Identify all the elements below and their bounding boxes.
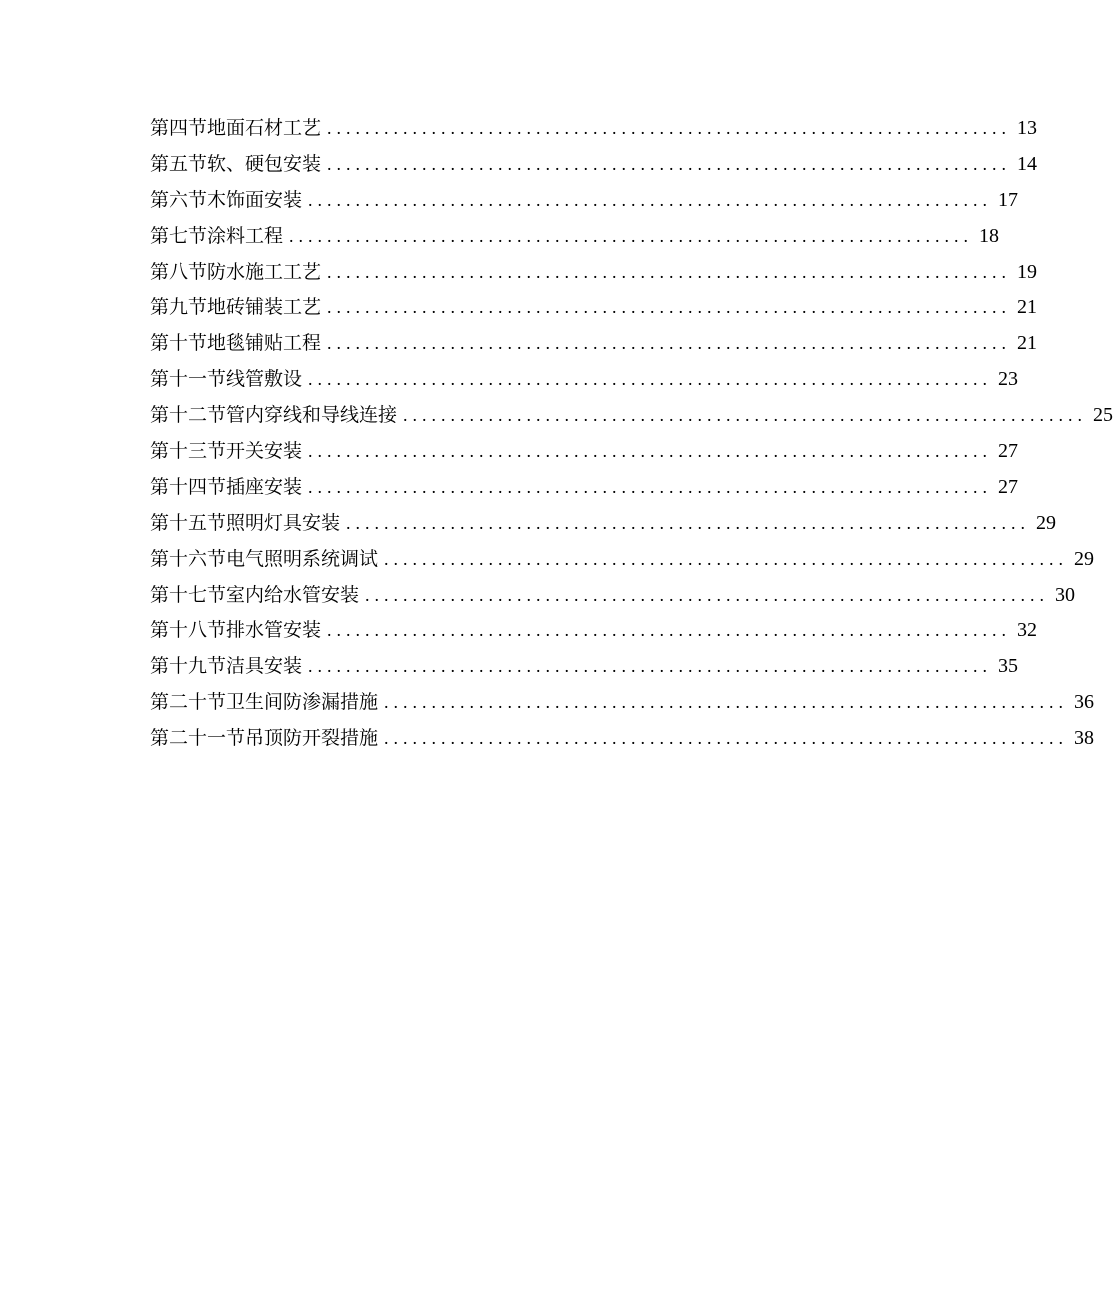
- toc-entry-title: 第十六节电气照明系统调试: [150, 547, 379, 570]
- toc-entry[interactable]: [150, 685, 1095, 721]
- toc-entry[interactable]: [150, 183, 1019, 219]
- toc-entry[interactable]: [150, 721, 1095, 757]
- toc-leader-dots: ........................................................................: [327, 297, 1012, 318]
- toc-entry-title: 第六节木饰面安装: [150, 188, 303, 211]
- toc-entry-page: 35: [998, 655, 1019, 678]
- toc-entry-page: 21: [1017, 332, 1038, 355]
- toc-entry-title: 第七节涂料工程: [150, 224, 284, 247]
- toc-leader-dots: ........................................................................: [327, 333, 1012, 354]
- toc-entry-title: 第十五节照明灯具安装: [150, 511, 341, 534]
- toc-leader-dots: ........................................................................: [308, 476, 993, 497]
- toc-entry-page: 38: [1074, 727, 1095, 750]
- toc-entry-title: 第十二节管内穿线和导线连接: [150, 404, 398, 427]
- toc-entry[interactable]: [150, 290, 1038, 326]
- toc-entry-page: 13: [1017, 117, 1038, 139]
- toc-entry-title: 第十九节洁具安装: [150, 655, 303, 678]
- toc-entry-page: 17: [998, 188, 1019, 211]
- toc-entry-page: 30: [1055, 583, 1076, 606]
- toc-entry-title: 第五节软、硬包安装: [150, 152, 322, 175]
- toc-entry-title: 第八节防水施工工艺: [150, 260, 322, 283]
- toc-entry[interactable]: [150, 542, 1095, 578]
- toc-entry-page: 29: [1036, 511, 1057, 534]
- toc-entry-page: 32: [1017, 619, 1038, 642]
- toc-leader-dots: ........................................................................: [403, 405, 1088, 426]
- toc-entry-page: 29: [1074, 547, 1095, 570]
- toc-entry-page: 27: [998, 475, 1019, 498]
- toc-entry[interactable]: [150, 578, 1076, 614]
- toc-entry-title: 第十一节线管敷设: [150, 368, 303, 391]
- toc-entry[interactable]: [150, 147, 1038, 183]
- toc-leader-dots: ........................................................................: [384, 548, 1069, 569]
- toc-entry-title: 第十节地毯铺贴工程: [150, 332, 322, 355]
- toc-entry-page: 18: [979, 224, 1000, 247]
- toc-leader-dots: ........................................................................: [308, 656, 993, 677]
- toc-leader-dots: ........................................................................: [308, 189, 993, 210]
- toc-leader-dots: ........................................................................: [327, 118, 1012, 138]
- toc-entry-title: 第十八节排水管安装: [150, 619, 322, 642]
- toc-entry-title: 第二十节卫生间防渗漏措施: [150, 691, 379, 714]
- toc-entry[interactable]: [150, 255, 1038, 291]
- toc-entry-page: 27: [998, 440, 1019, 463]
- toc-entry-title: 第四节地面石材工艺: [150, 117, 322, 139]
- toc-entry-title: 第十七节室内给水管安装: [150, 583, 360, 606]
- toc-entry[interactable]: [150, 398, 1113, 434]
- toc-leader-dots: ........................................................................: [308, 369, 993, 390]
- toc-entry-page: 36: [1074, 691, 1095, 714]
- toc-entry[interactable]: [150, 649, 1019, 685]
- toc-leader-dots: ........................................................................: [346, 512, 1031, 533]
- toc-leader-dots: ........................................................................: [327, 620, 1012, 641]
- toc-entry[interactable]: [150, 219, 1000, 255]
- toc-leader-dots: ........................................................................: [308, 441, 993, 462]
- toc-entry-page: 14: [1017, 152, 1038, 175]
- toc-entry-title: 第十四节插座安装: [150, 475, 303, 498]
- toc-entry-title: 第九节地砖铺装工艺: [150, 296, 322, 319]
- toc-entry-title: 第十三节开关安装: [150, 440, 303, 463]
- toc-leader-dots: ........................................................................: [289, 225, 974, 246]
- toc-leader-dots: ........................................................................: [384, 728, 1069, 749]
- toc-entry[interactable]: [150, 326, 1038, 362]
- toc-leader-dots: ........................................................................: [384, 692, 1069, 713]
- toc-entry[interactable]: [150, 470, 1019, 506]
- toc-entry-page: 25: [1093, 404, 1113, 427]
- toc-entry[interactable]: [150, 434, 1019, 470]
- toc-entry-page: 23: [998, 368, 1019, 391]
- toc-entry-title: 第二十一节吊顶防开裂措施: [150, 727, 379, 750]
- toc-entry-page: 21: [1017, 296, 1038, 319]
- toc-leader-dots: ........................................................................: [327, 153, 1012, 174]
- toc-entry[interactable]: [150, 506, 1057, 542]
- toc-leader-dots: ........................................................................: [365, 584, 1050, 605]
- toc-entry[interactable]: [150, 613, 1038, 649]
- toc-leader-dots: ........................................................................: [327, 261, 1012, 282]
- toc-entry[interactable]: [150, 362, 1019, 398]
- table-of-contents: [150, 111, 1113, 757]
- toc-entry[interactable]: [150, 111, 1038, 147]
- toc-entry-page: 19: [1017, 260, 1038, 283]
